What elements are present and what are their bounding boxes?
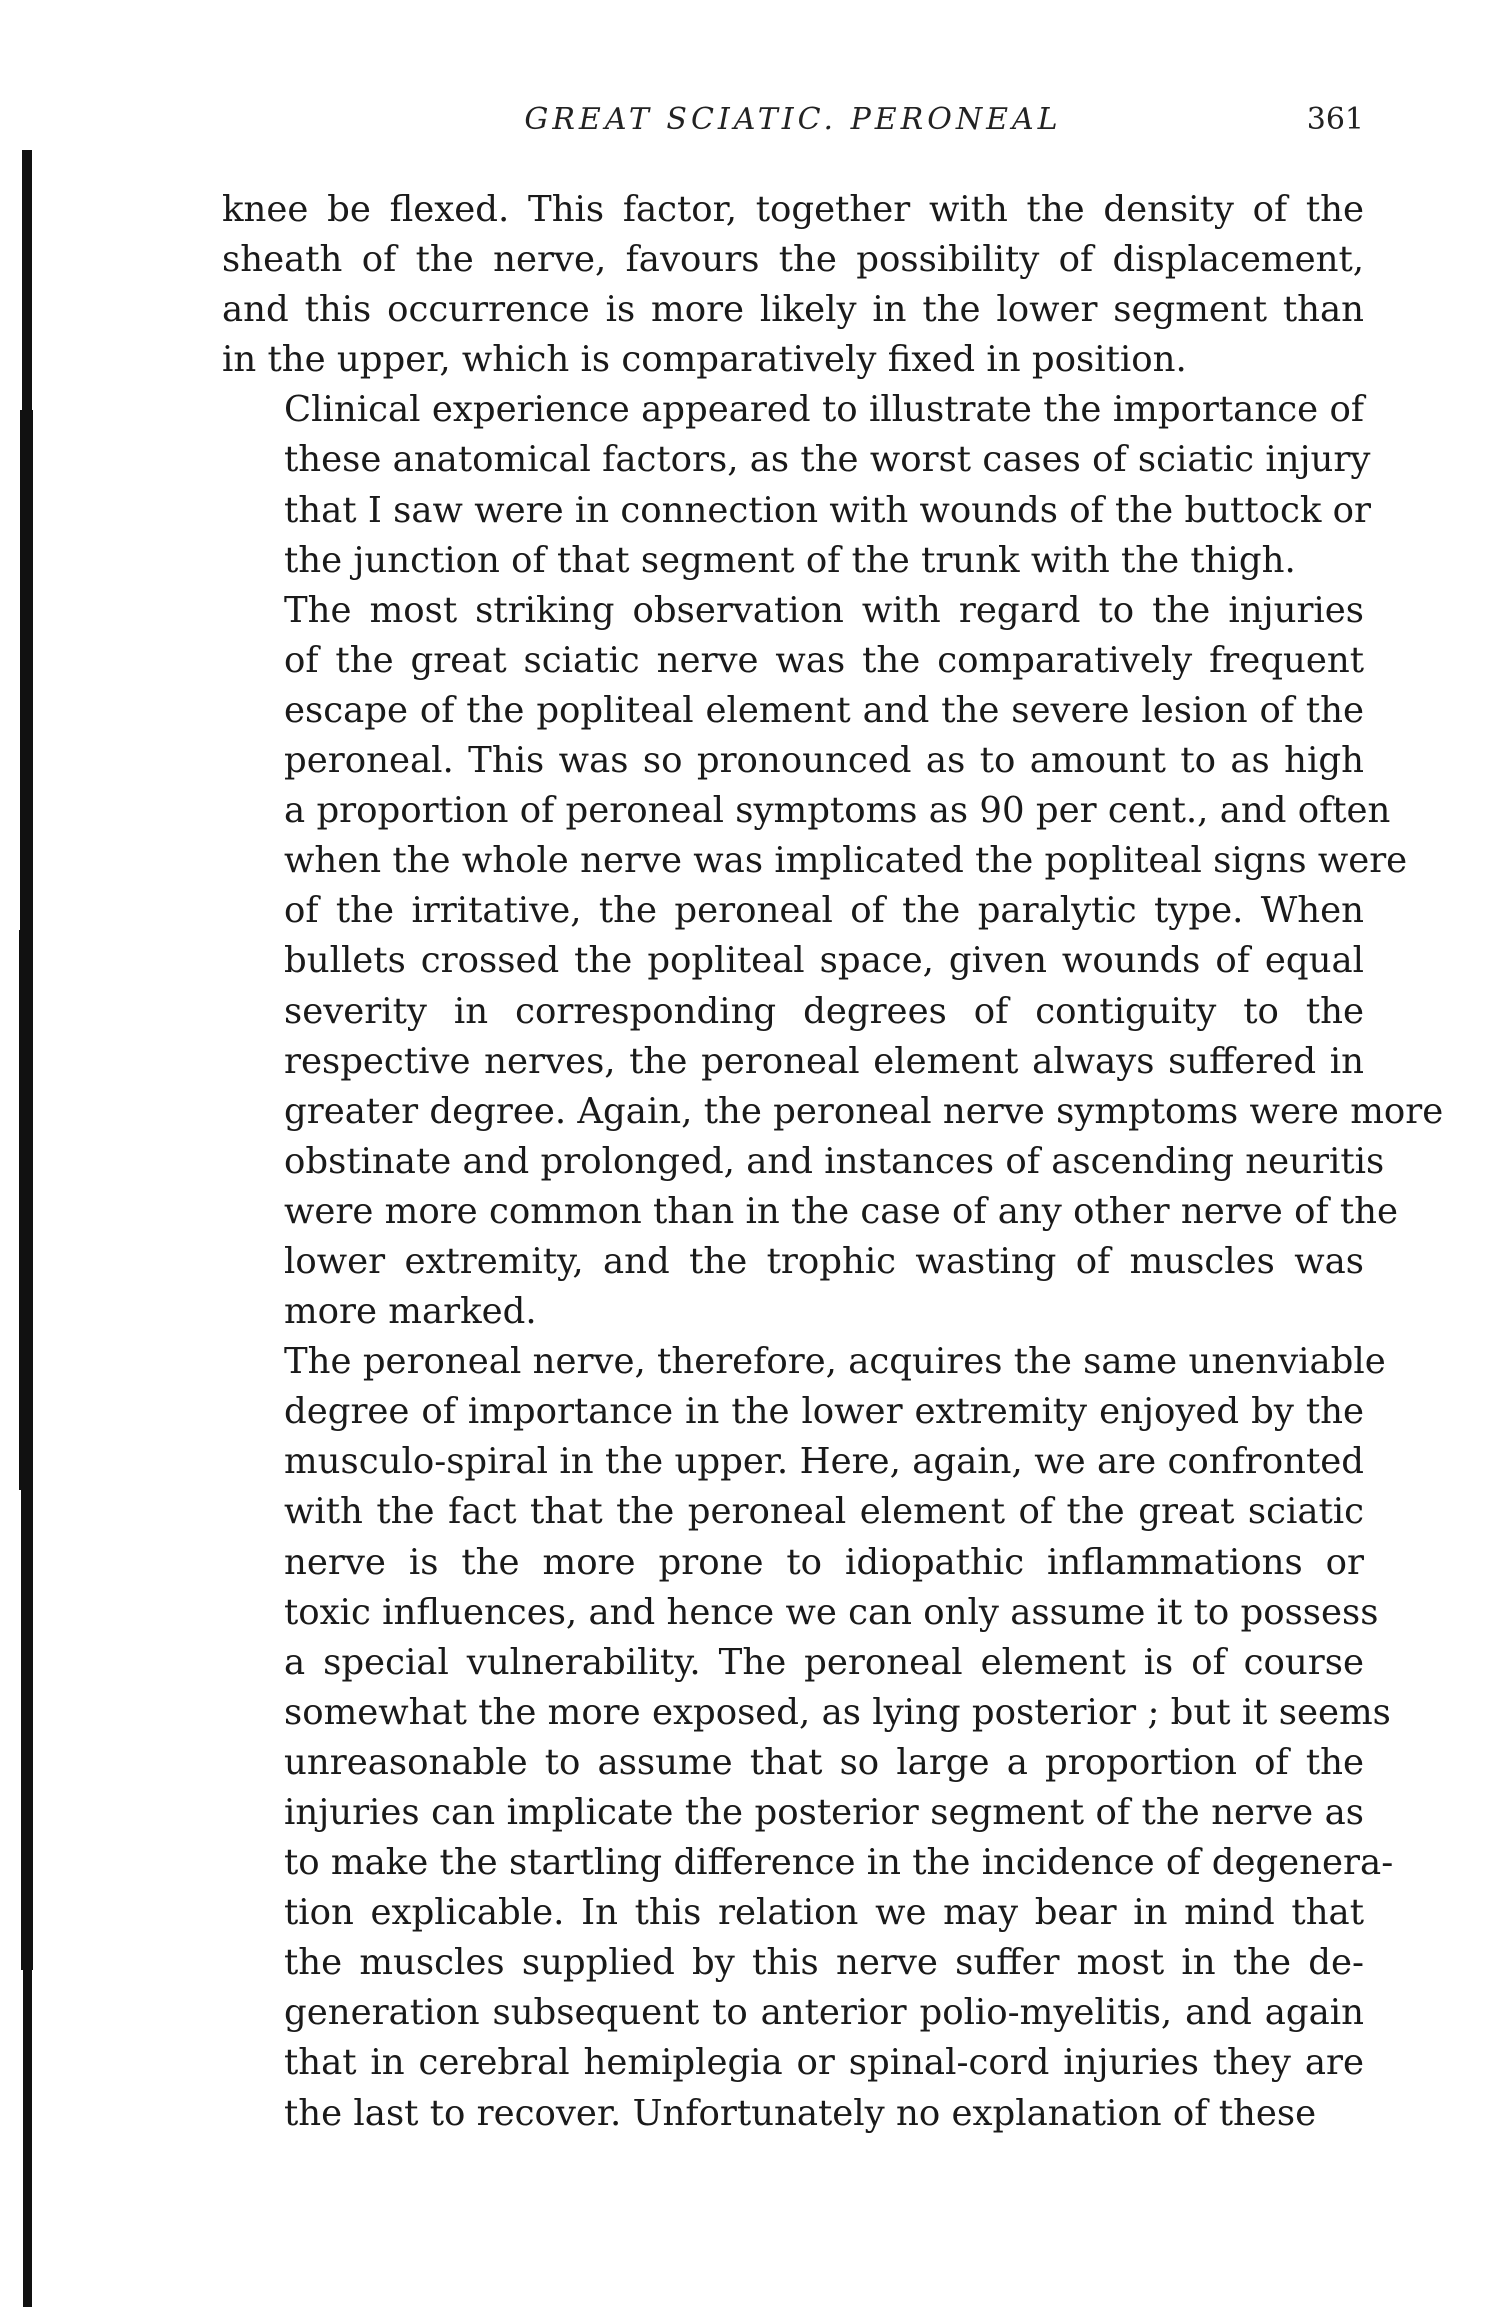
text-line: musculo-spiral in the upper. Here, again, we are confronted	[284, 1441, 1364, 1483]
text-line: a proportion of peroneal symptoms as 90 per cent., and often	[284, 790, 1391, 832]
text-line: injuries can implicate the posterior segment of the nerve as	[284, 1792, 1364, 1833]
text-line: and this occurrence is more likely in the lower segment than	[222, 289, 1364, 331]
text-line: The most striking observation with regard to the injuries	[284, 589, 1364, 631]
paragraph	[222, 586, 1444, 1337]
text-line: that I saw were in connection with wounds of the buttock or	[284, 489, 1371, 531]
text-line: degree of importance in the lower extremity enjoyed by the	[284, 1391, 1364, 1433]
text-line: when the whole nerve was implicated the popliteal signs were	[284, 840, 1408, 882]
text-line: toxic influences, and hence we can only assume it to possess	[284, 1591, 1379, 1633]
text-line: of the great sciatic nerve was the comparatively frequent	[284, 639, 1364, 681]
text-line: were more common than in the case of any other nerve of the	[284, 1190, 1399, 1232]
text-line: peroneal. This was so pronounced as to amount to as high	[284, 740, 1364, 782]
text-line: severity in corresponding degrees of contiguity to the	[284, 990, 1364, 1032]
text-line: lower extremity, and the trophic wasting of muscles was	[284, 1240, 1364, 1282]
text-line: Clinical experience appeared to illustrate the importance of	[284, 389, 1364, 431]
text-line: escape of the popliteal element and the severe lesion of the	[284, 689, 1364, 731]
text-line: obstinate and prolonged, and instances of ascending neuritis	[284, 1140, 1385, 1182]
text-line: knee be flexed. This factor, together with the density of the	[222, 189, 1364, 230]
scanned-binding-edge	[0, 0, 52, 2307]
text-line: generation subsequent to anterior polio-myelitis, and again	[284, 1992, 1364, 2034]
text-line: respective nerves, the peroneal element always suffered in	[284, 1040, 1364, 1082]
text-line: unreasonable to assume that so large a proportion of the	[284, 1741, 1364, 1783]
text-line: that in cerebral hemiplegia or spinal-cord injuries they are	[284, 2042, 1364, 2084]
text-line: these anatomical factors, as the worst cases of sciatic injury	[284, 439, 1371, 481]
paragraph	[222, 185, 1364, 385]
running-title: GREAT SCIATIC. PERONEAL	[524, 102, 1062, 137]
text-line: in the upper, which is comparatively fixed in position.	[222, 339, 1187, 381]
text-line: greater degree. Again, the peroneal nerve symptoms were more	[284, 1090, 1444, 1132]
text-line: The peroneal nerve, therefore, acquires the same unenviable	[284, 1341, 1386, 1383]
text-line: the last to recover. Unfortunately no explanation of these	[284, 2092, 1317, 2134]
text-line: the junction of that segment of the trunk with the thigh.	[284, 539, 1296, 581]
text-line: sheath of the nerve, favours the possibility of displacement,	[222, 239, 1364, 281]
text-line: tion explicable. In this relation we may bear in mind that	[284, 1892, 1364, 1934]
text-line: of the irritative, the peroneal of the paralytic type. When	[284, 890, 1364, 932]
text-line: to make the startling difference in the incidence of degenera-	[284, 1842, 1394, 1884]
running-head	[222, 95, 1364, 145]
page-number: 361	[1306, 102, 1364, 137]
text-line: nerve is the more prone to idiopathic inflammations or	[284, 1541, 1364, 1583]
text-line: bullets crossed the popliteal space, given wounds of equal	[284, 940, 1364, 982]
body-text	[222, 185, 1444, 2139]
paragraph	[222, 1337, 1394, 2139]
text-line: more marked.	[284, 1291, 537, 1333]
text-line: somewhat the more exposed, as lying posterior ; but it seems	[284, 1691, 1391, 1733]
text-line: the muscles supplied by this nerve suffer most in the de-	[284, 1942, 1364, 1984]
text-line: a special vulnerability. The peroneal element is of course	[284, 1641, 1364, 1683]
paragraph	[222, 385, 1371, 585]
text-line: with the fact that the peroneal element of the great sciatic	[284, 1491, 1364, 1533]
